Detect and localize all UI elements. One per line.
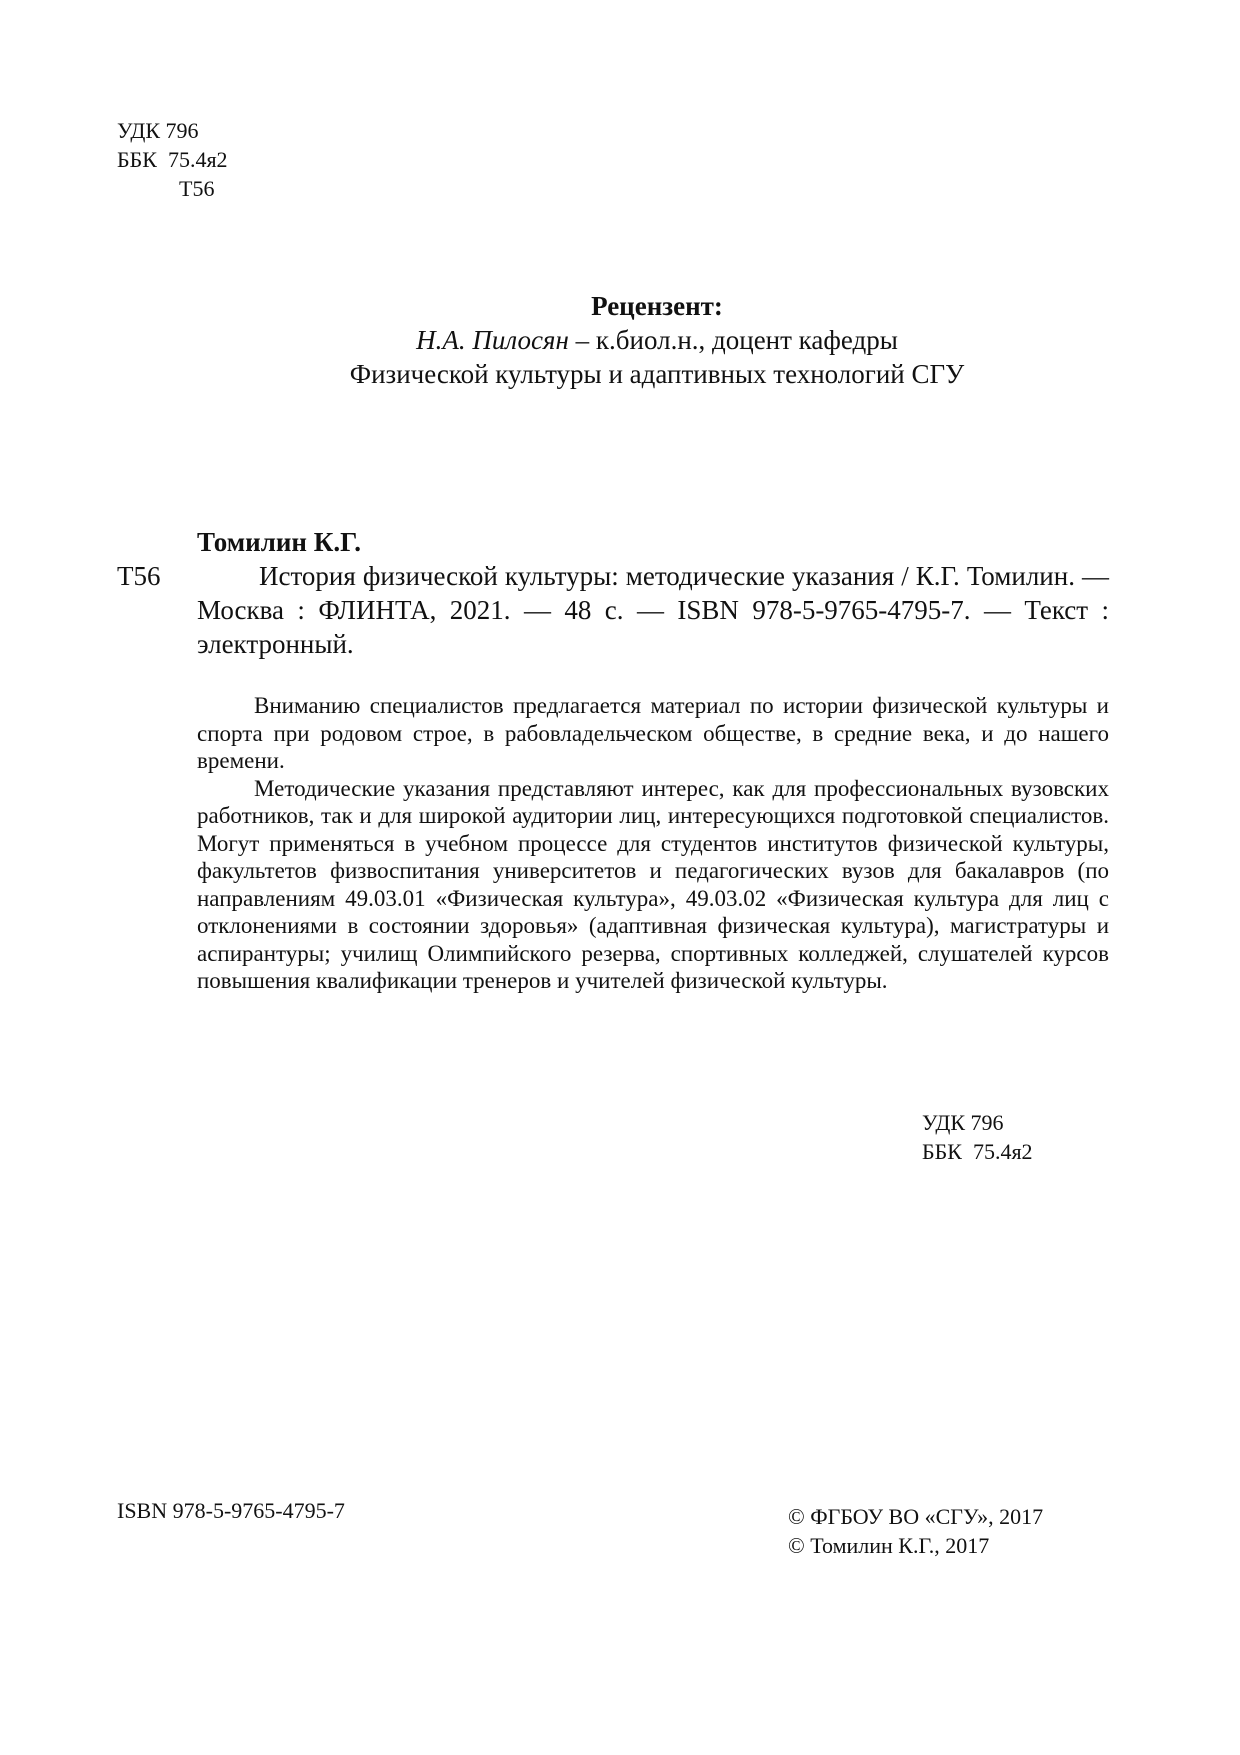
author-mark: Т56 (179, 176, 215, 201)
book-author: Томилин К.Г. (197, 527, 361, 557)
copyright-line: © Томилин К.Г., 2017 (788, 1533, 990, 1558)
isbn: ISBN 978-5-9765-4795-7 (117, 1498, 345, 1523)
udk-code: УДК 796 (117, 118, 199, 143)
annotation (197, 692, 1109, 995)
annotation-paragraph: Методические указания представляют интерес, как для профессиональных вузовских работников, так и для широкой аудитории лиц, интересующихся подготовкой специалистов. Могут применяться в учебном процессе для студентов институтов физической культуры, факультетов физвоспитания университетов и педагогических вузов для бакалавров (по направлениям 49.03.01 «Физическая культура», 49.03.02 «Физическая культура для лиц с отклонениями в состоянии здоровья» (адаптивная физическая культура), магистратуры и аспирантуры; училищ Олимпийского резерва, спортивных колледжей, слушателей курсов повышения квалификации тренеров и учителей физической культуры. (197, 775, 1109, 993)
bibliographic-record (197, 559, 1109, 661)
reviewer-block (0, 289, 1240, 391)
bibliographic-text: История физической культуры: методические указания / К.Г. Томилин. — Москва : ФЛИНТА, 2021. — 48 с. — ISBN 978-5-9765-4795-7. — Текст : электронный. (197, 561, 1109, 659)
annotation-paragraph: Вниманию специалистов предлагается материал по истории физической культуры и спорта при родовом строе, в рабовладельческом обществе, в средние века, и до нашего времени. (197, 693, 1109, 773)
classification-codes-bottom (922, 1108, 1033, 1166)
reviewer-heading: Рецензент: (591, 291, 723, 321)
bbk-code: ББК 75.4я2 (922, 1139, 1033, 1164)
classification-codes-top (117, 116, 228, 203)
reviewer-description: – к.биол.н., доцент кафедры (568, 325, 898, 355)
reviewer-line (74, 323, 1240, 357)
reviewer-name: Н.А. Пилосян (416, 325, 569, 355)
bbk-code: ББК 75.4я2 (117, 147, 228, 172)
index-code: Т56 (117, 561, 161, 591)
reviewer-department: Физической культуры и адаптивных технологий СГУ (349, 359, 965, 389)
udk-code: УДК 796 (922, 1110, 1004, 1135)
copyright-line: © ФГБОУ ВО «СГУ», 2017 (788, 1504, 1044, 1529)
copyright-block (788, 1502, 1043, 1560)
